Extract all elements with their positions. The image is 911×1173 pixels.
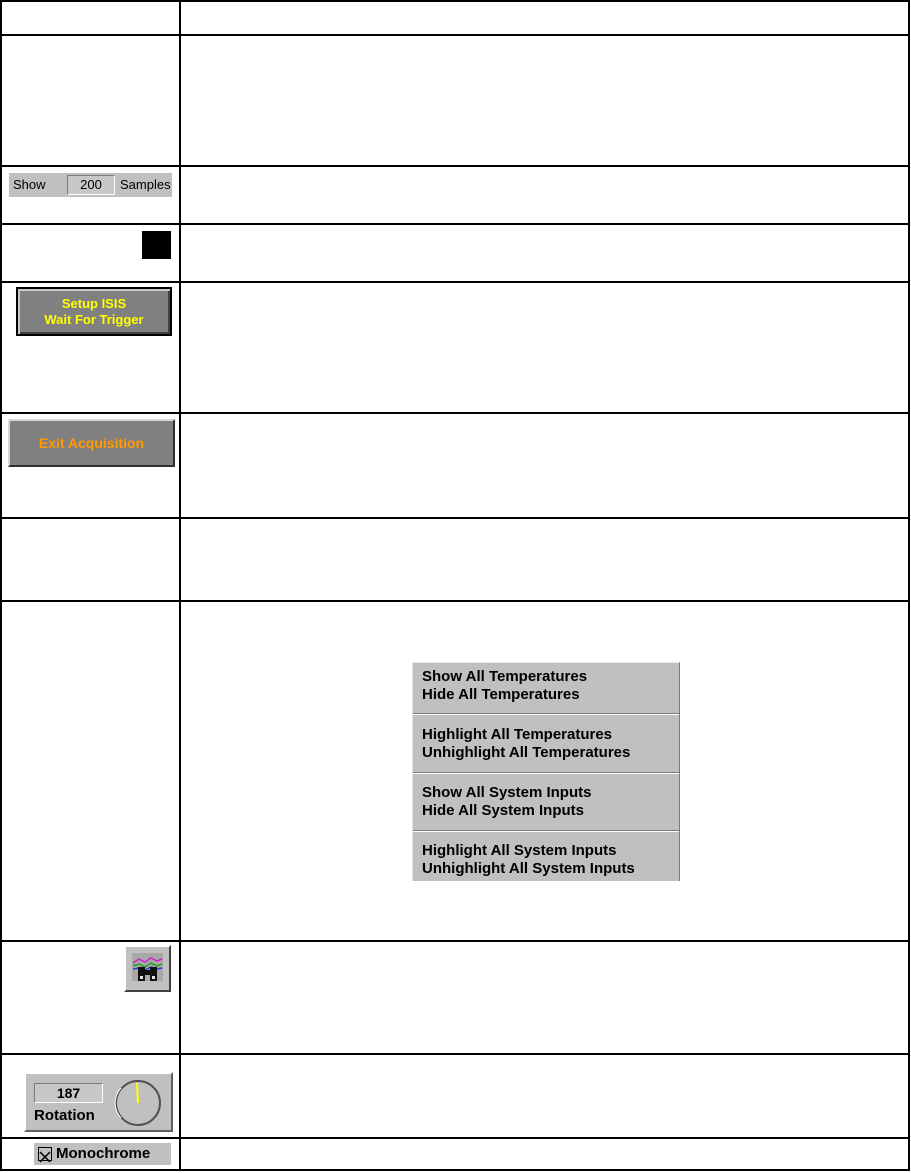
row-divider [0,223,910,225]
menu-item-hide-all-system-inputs[interactable]: Hide All System Inputs [422,802,584,819]
menu-item-show-all-system-inputs[interactable]: Show All System Inputs [422,784,592,801]
show-label: Show [13,177,46,192]
show-samples-control [9,173,172,197]
row-divider [0,412,910,414]
column-divider [908,0,910,1171]
row-divider [0,1169,910,1171]
menu-item-hide-all-temperatures[interactable]: Hide All Temperatures [422,686,580,703]
context-menu [412,662,680,881]
row-divider [0,165,910,167]
rotation-value-field[interactable]: 187 [34,1083,103,1103]
rotation-control [24,1072,173,1132]
checkbox-box[interactable] [38,1147,52,1161]
menu-separator [413,830,679,832]
row-divider [0,34,910,36]
row-divider [0,1053,910,1055]
row-divider [0,1137,910,1139]
row-divider [0,281,910,283]
setup-isis-button[interactable] [16,287,172,336]
menu-item-show-all-temperatures[interactable]: Show All Temperatures [422,668,588,685]
checkbox-x-icon [39,1151,51,1163]
row-divider [0,0,910,2]
rotation-label: Rotation [34,1107,95,1124]
chart-binoculars-icon [126,947,169,990]
menu-item-unhighlight-all-system-inputs[interactable]: Unhighlight All System Inputs [422,860,635,877]
exit-acquisition-button[interactable]: Exit Acquisition [8,419,175,467]
setup-button-line2: Wait For Trigger [44,312,144,327]
color-swatch[interactable] [142,231,171,259]
column-divider [179,0,181,1171]
menu-separator [413,713,679,715]
row-divider [0,517,910,519]
menu-item-unhighlight-all-temperatures[interactable]: Unhighlight All Temperatures [422,744,631,761]
menu-item-highlight-all-system-inputs[interactable]: Highlight All System Inputs [422,842,617,859]
setup-button-line1: Setup ISIS [61,296,127,311]
row-divider [0,600,910,602]
monochrome-label: Monochrome [56,1145,151,1162]
dial-icon[interactable] [112,1078,164,1128]
row-divider [0,940,910,942]
menu-separator [413,772,679,774]
chart-view-button[interactable] [124,945,171,992]
samples-count-field[interactable]: 200 [67,175,115,195]
monochrome-checkbox[interactable] [34,1143,171,1165]
menu-item-highlight-all-temperatures[interactable]: Highlight All Temperatures [422,726,613,743]
column-divider [0,0,2,1171]
samples-label: Samples [120,177,171,192]
